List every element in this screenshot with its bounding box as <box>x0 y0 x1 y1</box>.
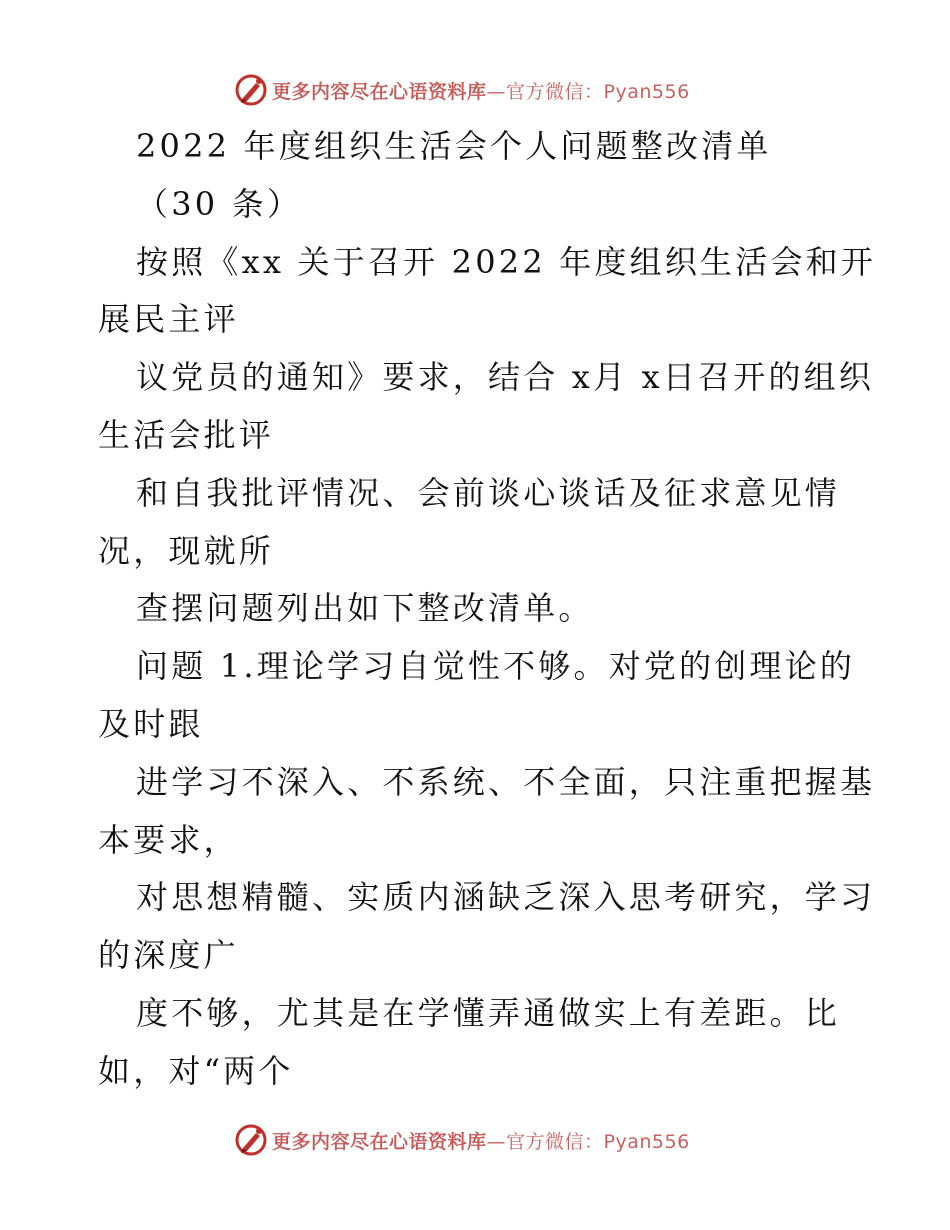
document-subtitle: （30 条） <box>136 184 303 223</box>
text-line: 的深度广 <box>98 936 239 975</box>
text-line: 生活会批评 <box>98 415 275 454</box>
text-line: 本要求， <box>98 820 239 859</box>
text-line: 按照《xx 关于召开 2022 年度组织生活会和开 <box>136 242 877 281</box>
watermark-wechat-id: Pyan556 <box>603 1130 690 1153</box>
text-line: 况，现就所 <box>98 531 275 570</box>
text-line: 和自我批评情况、会前谈心谈话及征求意见情 <box>136 473 841 512</box>
pen-logo-icon <box>234 73 268 107</box>
document-body <box>98 118 877 1101</box>
watermark-text <box>272 1127 690 1154</box>
text-line: 进学习不深入、不系统、不全面，只注重把握基 <box>136 762 876 801</box>
text-line: 查摆问题列出如下整改清单。 <box>136 589 594 628</box>
text-line: 对思想精髓、实质内涵缺乏深入思考研究，学习 <box>136 878 876 917</box>
text-line: 展民主评 <box>98 300 239 339</box>
watermark-wechat-label: 官方微信： <box>506 80 604 103</box>
watermark-dash: — <box>486 80 507 103</box>
pen-logo-icon <box>234 1123 268 1157</box>
text-line: 如，对“两个 <box>98 1051 294 1090</box>
watermark-slogan: 更多内容尽在心语资料库 <box>272 1130 487 1153</box>
text-line: 度不够，尤其是在学懂弄通做实上有差距。比 <box>136 993 841 1032</box>
text-line: 议党员的通知》要求，结合 x月 x日召开的组织 <box>136 358 875 397</box>
watermark-dash: — <box>486 1130 507 1153</box>
watermark-text <box>272 77 690 104</box>
text-line: 及时跟 <box>98 704 204 743</box>
watermark-wechat-id: Pyan556 <box>603 80 690 103</box>
watermark-wechat-label: 官方微信： <box>506 1130 604 1153</box>
watermark-slogan: 更多内容尽在心语资料库 <box>272 80 487 103</box>
header-watermark <box>234 73 690 107</box>
text-line: 问题 1.理论学习自觉性不够。对党的创理论的 <box>136 647 856 686</box>
footer-watermark <box>234 1123 690 1157</box>
document-title: 2022 年度组织生活会个人问题整改清单 <box>136 127 772 165</box>
